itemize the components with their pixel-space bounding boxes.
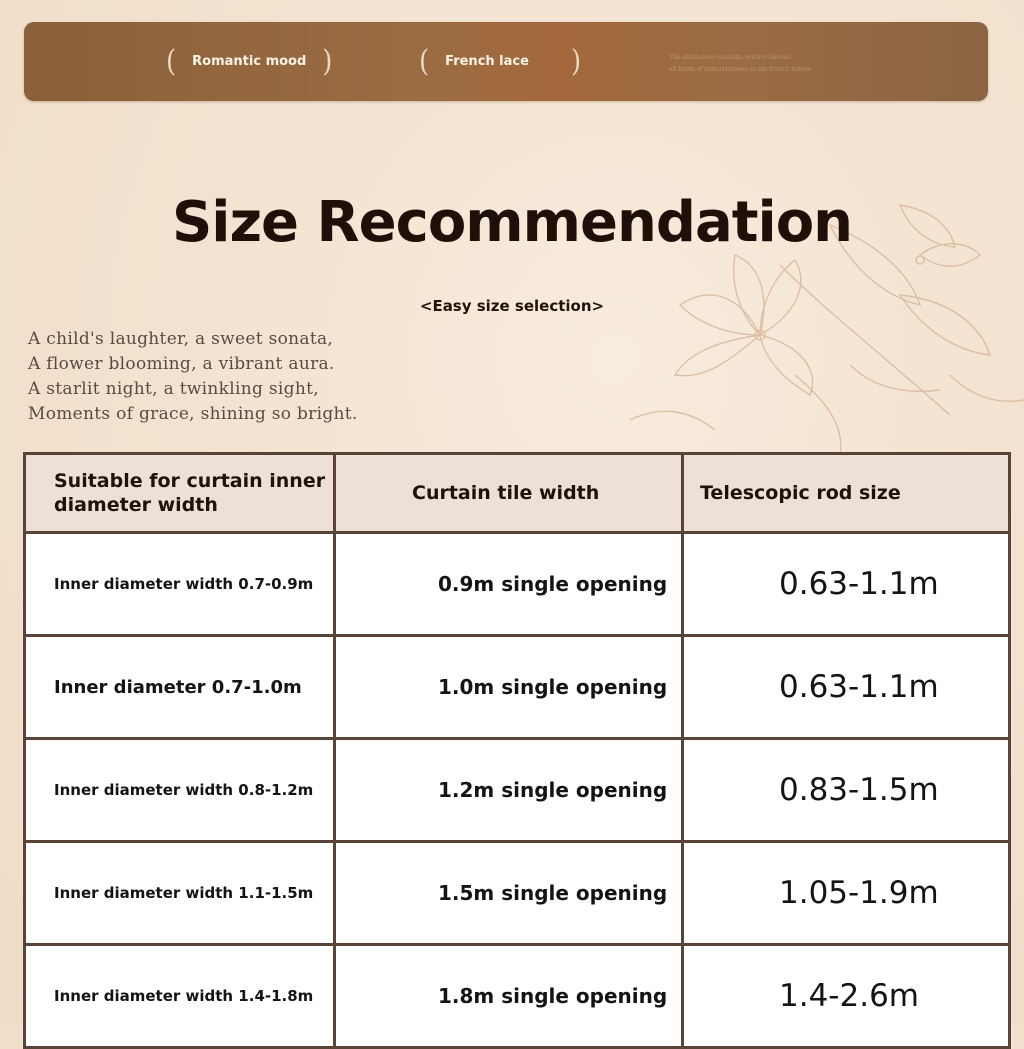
- table-row: [25, 533, 1010, 636]
- banner-tag-romantic: [166, 22, 332, 101]
- banner-fine-print-line: The distinctive romantic texture blooms: [669, 54, 791, 61]
- poem-line: A flower blooming, a vibrant aura.: [28, 354, 335, 374]
- cell-tile-width: 1.5m single opening: [335, 842, 683, 945]
- header-inner-diameter: Suitable for curtain inner diameter width: [25, 454, 335, 533]
- table-row: [25, 739, 1010, 842]
- cell-tile-width: 0.9m single opening: [335, 533, 683, 636]
- cell-rod-size: 1.4-2.6m: [683, 945, 1010, 1048]
- banner-tag-french-lace: [419, 22, 581, 101]
- banner-tag-label: French lace: [445, 54, 529, 69]
- cell-rod-size: 0.63-1.1m: [683, 636, 1010, 739]
- table-row: [25, 636, 1010, 739]
- cell-inner-diameter: Inner diameter width 0.8-1.2m: [25, 739, 335, 842]
- size-table: [23, 452, 1011, 1049]
- cell-rod-size: 1.05-1.9m: [683, 842, 1010, 945]
- page-subtitle: <Easy size selection>: [419, 297, 605, 315]
- cell-inner-diameter: Inner diameter 0.7-1.0m: [25, 636, 335, 739]
- table-header-row: [25, 454, 1010, 533]
- left-paren-ornament: (: [419, 44, 430, 79]
- cell-tile-width: 1.0m single opening: [335, 636, 683, 739]
- poem: [28, 327, 358, 427]
- banner-fine-print: [669, 52, 879, 76]
- banner-fine-print-line: all kinds of unhurriedness in life french hollow: [669, 66, 812, 73]
- cell-tile-width: 1.8m single opening: [335, 945, 683, 1048]
- header-rod-size: Telescopic rod size: [683, 454, 1010, 533]
- poem-line: A starlit night, a twinkling sight,: [28, 379, 319, 399]
- table-row: [25, 842, 1010, 945]
- table-row: [25, 945, 1010, 1048]
- left-paren-ornament: (: [166, 44, 177, 79]
- page-title: Size Recommendation: [171, 190, 853, 255]
- cell-rod-size: 0.63-1.1m: [683, 533, 1010, 636]
- poem-line: Moments of grace, shining so bright.: [28, 404, 358, 424]
- banner-tag-label: Romantic mood: [192, 54, 307, 69]
- right-paren-ornament: ): [570, 44, 582, 79]
- cell-inner-diameter: Inner diameter width 1.1-1.5m: [25, 842, 335, 945]
- cell-inner-diameter: Inner diameter width 0.7-0.9m: [25, 533, 335, 636]
- top-banner: [24, 22, 988, 101]
- cell-inner-diameter: Inner diameter width 1.4-1.8m: [25, 945, 335, 1048]
- header-tile-width: Curtain tile width: [335, 454, 683, 533]
- cell-tile-width: 1.2m single opening: [335, 739, 683, 842]
- cell-rod-size: 0.83-1.5m: [683, 739, 1010, 842]
- poem-line: A child's laughter, a sweet sonata,: [28, 329, 334, 349]
- right-paren-ornament: ): [322, 44, 333, 79]
